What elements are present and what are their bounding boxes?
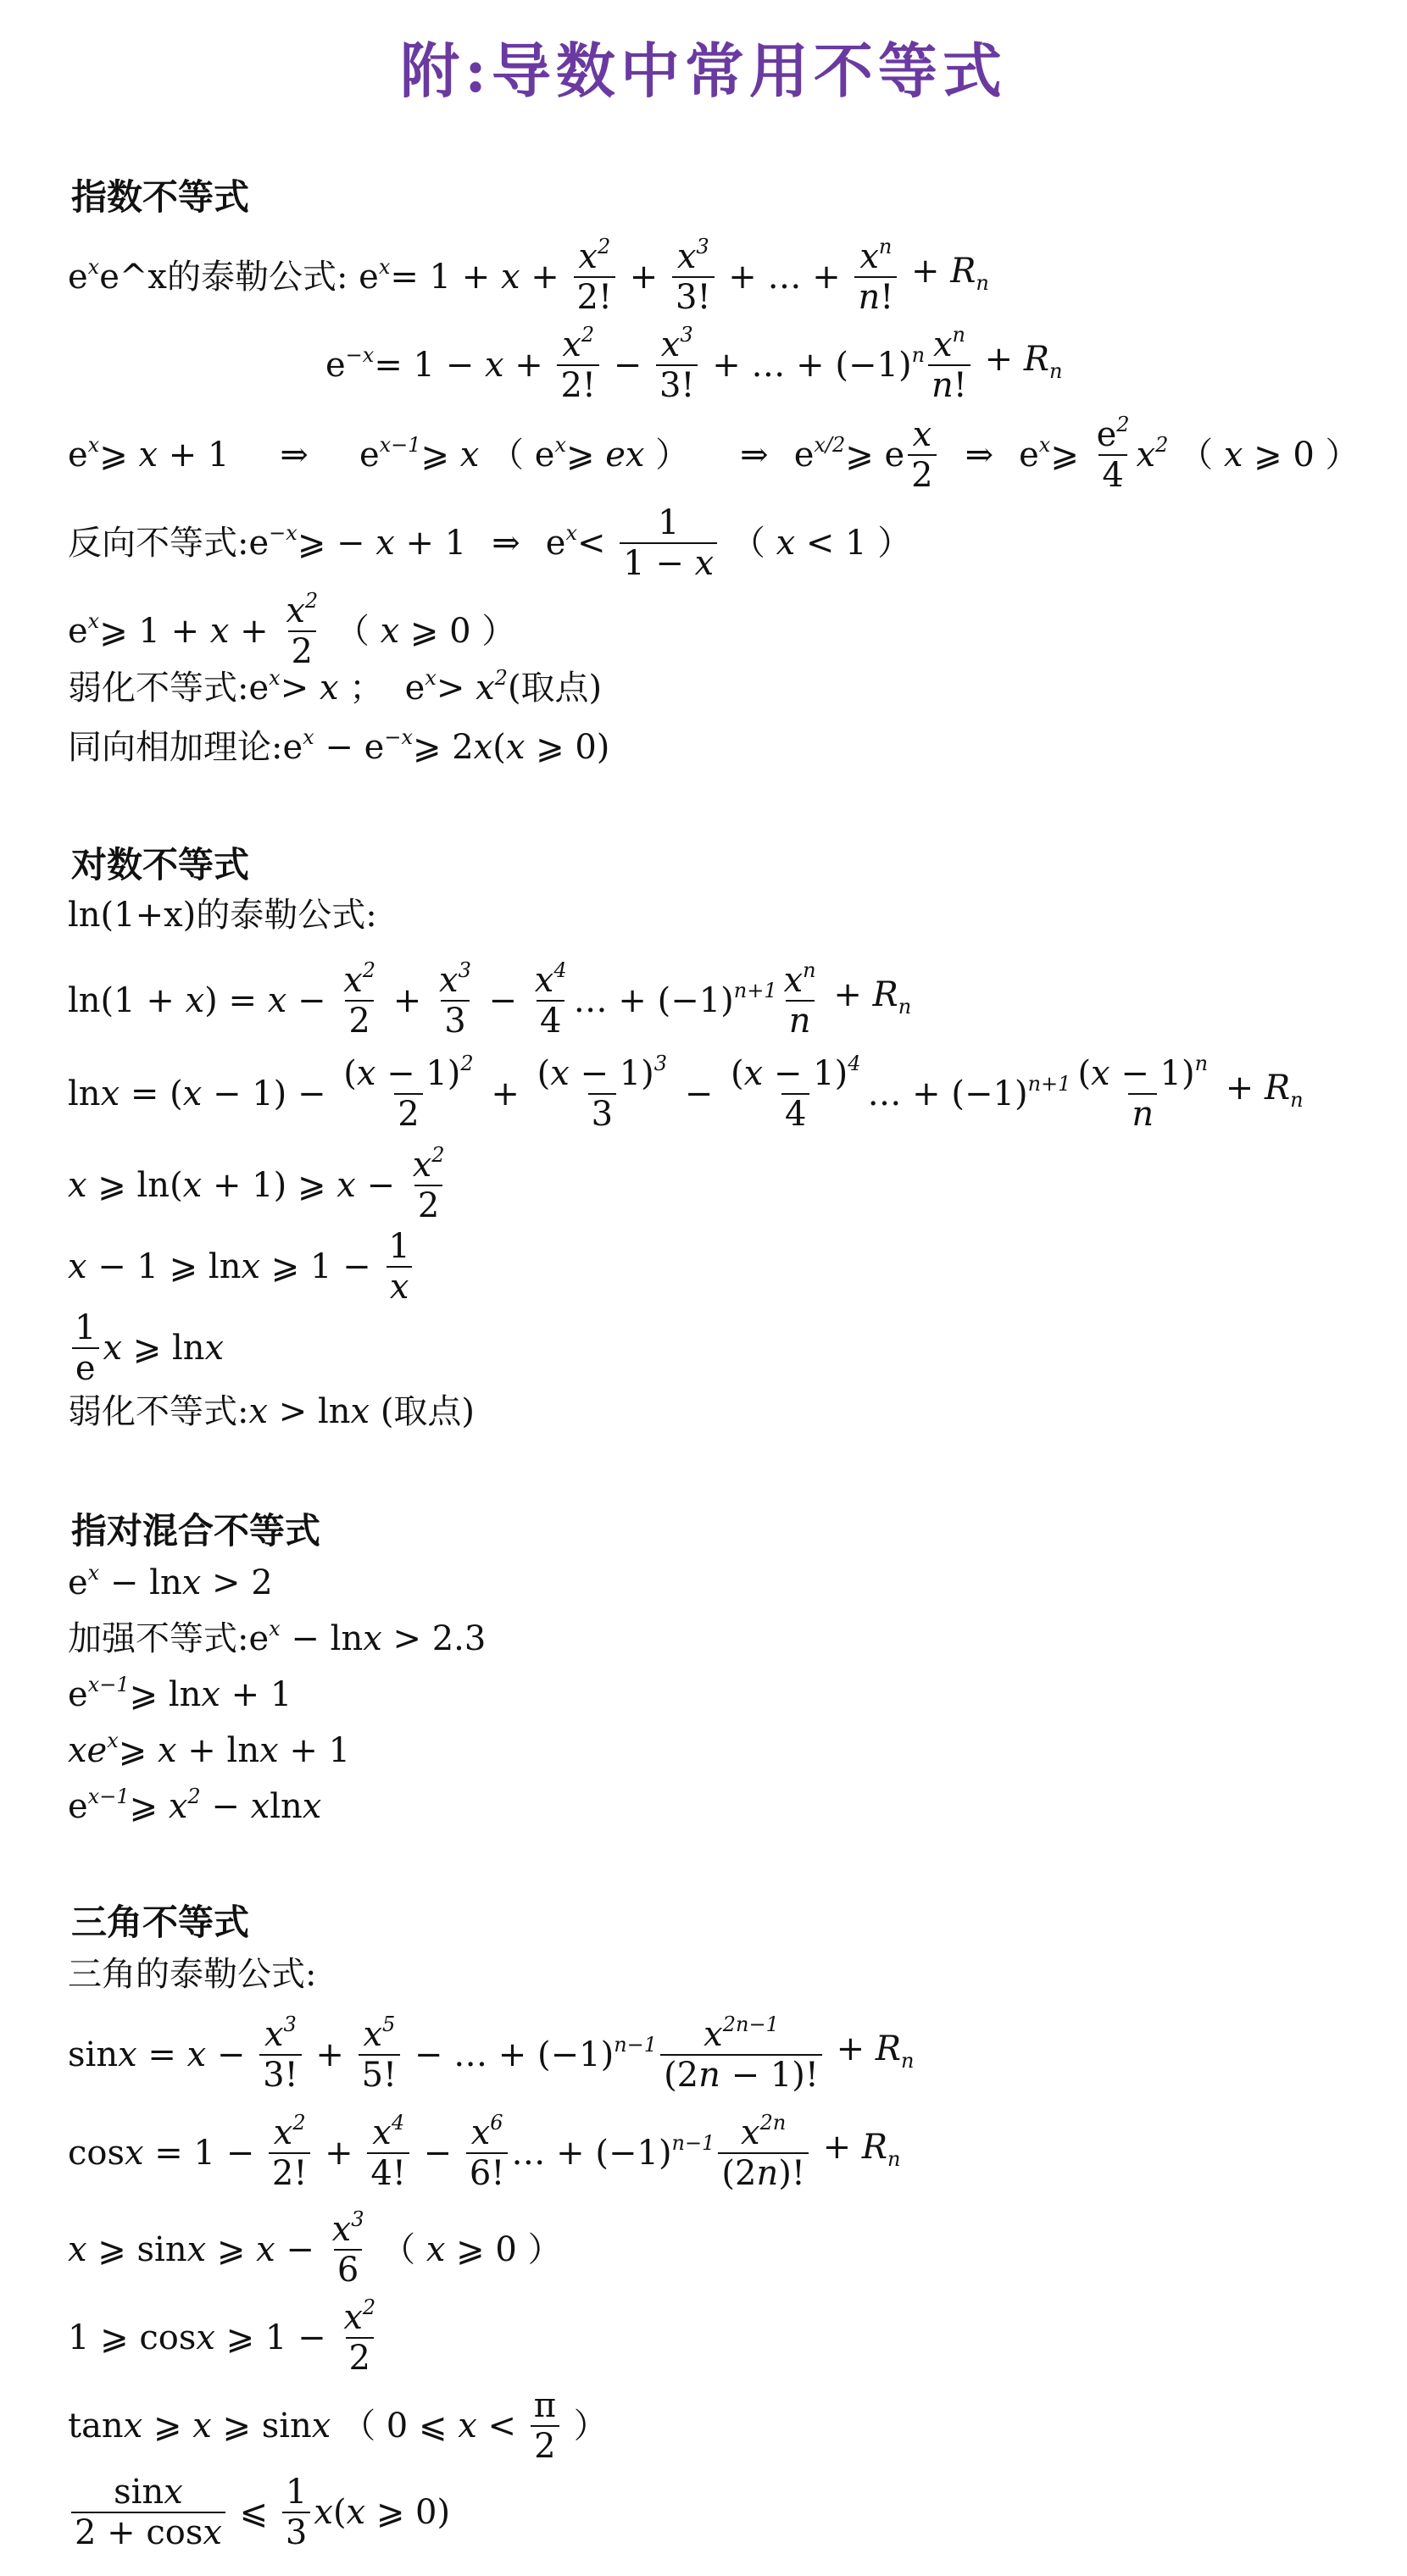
formula-ex-weakened: 弱化不等式: $e^x> x$ ； $e^x> x^2$ (取点)	[68, 663, 602, 713]
label-trig-taylor: 三角的泰勒公式:	[68, 1955, 317, 1994]
section-heading-mixed: 指对混合不等式	[71, 1510, 321, 1552]
section-heading-trig: 三角不等式	[71, 1901, 250, 1943]
formula-ex-1-ge-x2: $e^{x-1}⩾$ $x^2 - xlnx$	[68, 1785, 322, 1826]
formula-log-weakened: 弱化不等式: x > lnx (取点)	[68, 1386, 475, 1437]
label-ln-taylor-line	[68, 890, 377, 941]
label-pick-point-log: (取点)	[380, 1392, 475, 1431]
page-title: 附:导数中常用不等式	[400, 36, 1007, 106]
formula-strengthened: 加强不等式: $e^x - \ln x > 2.3$	[68, 1613, 486, 1664]
formula-sinx-over-2-plus-cosx: $\frac{\sin x}{2 + \cos x}$ ⩽ $\frac{1}{3}$ x(x ⩾ 0)	[68, 2474, 450, 2551]
label-trig-taylor-line	[68, 1949, 316, 2000]
formula-sin-taylor: sinx = x − $\frac{x^3}{3!}$ + $\frac{x^5}{5!}$ − … + $(-1)^{n-1}$ $\frac{x^{2n-1}}{(2n - 1)!}$ + $R_n$	[68, 2012, 915, 2095]
formula-ex-minus-lnx: $e^x - \ln x > 2$	[68, 1561, 273, 1602]
formula-ex-ge-x-plus-1: $e^x⩾$ x + 1 ⇒ $e^{x-1}⩾$ x （ $e^x⩾$ ex ） ⇒ $e^{x/2}⩾$ e $\frac{x}{2}$ ⇒ $e^x⩾$ $\frac{e^2}{4}$ $x^2$ （ x ⩾ 0 ）	[68, 413, 1360, 495]
formula-x-minus-1-ge-lnx: x − 1 ⩾ lnx ⩾ 1 − $\frac{1}{x}$	[68, 1229, 417, 1305]
formula-tanx: tanx ⩾ x ⩾ sinx （ 0 ⩽ x < $\frac{\pi}{2}$ ）	[68, 2386, 608, 2466]
label-same-direction: 同向相加理论:	[68, 728, 283, 767]
formula-reverse-inequality: 反向不等式: $e^{-x}⩾ - x + 1$ ⇒ $e^x<$ $\frac{1}{1 - x}$ （ x < 1 ）	[68, 503, 912, 583]
formula-ex-1-ge-lnx: $e^{x-1}⩾$ lnx + 1	[68, 1673, 292, 1714]
formula-xex: $xe^x⩾$ x + lnx + 1	[68, 1729, 351, 1770]
formula-e-minus-x-taylor: $e^{-x}= 1 - x$ + $\frac{x^2}{2!}$ − $\frac{x^3}{3!}$ + … + $(-1)^n$ $\frac{x^n}{n!}$ + $R_n$	[325, 323, 1063, 405]
formula-ln1px-taylor: ln(1 + x) = x − $\frac{x^2}{2}$ + $\frac{x^3}{3}$ − $\frac{x^4}{4}$ … + $(-1)^{n+1}$ $\frac{x^n}{n}$ + $R_n$	[68, 958, 912, 1041]
formula-x-ge-sinx: x ⩾ sinx ⩾ x − $\frac{x^3}{6}$ （ x ⩾ 0 ）	[68, 2207, 562, 2290]
formula-1-ge-cosx: 1 ⩾ cosx ⩾ 1 − $\frac{x^2}{2}$	[68, 2296, 376, 2378]
formula-x-ge-ln: x ⩾ ln(x + 1) ⩾ x − $\frac{x^2}{2}$	[68, 1143, 445, 1225]
label-ln-taylor: ln(1+x)的泰勒公式:	[68, 896, 377, 935]
section-heading-exponential: 指数不等式	[71, 176, 250, 218]
formula-lnx-taylor: lnx = (x − 1) − $\frac{(x - 1)^2}{2}$ + $\frac{(x - 1)^3}{3}$ − $\frac{(x - 1)^4}{4}$ … + $(-1)^{n+1}$ $\frac{(x - 1)^n}{n}$ + $R_n$	[68, 1052, 1304, 1134]
label-pick-point: (取点)	[507, 669, 603, 708]
formula-same-direction: 同向相加理论: $e^x$ − $e^{-x}⩾$ 2x(x ⩾ 0)	[68, 722, 609, 773]
formula-ex-taylor: $e^x$ e^x的泰勒公式: $e^x= 1 + x$ + $\frac{x^2}{2!}$ + $\frac{x^3}{3!}$ + … + $\frac{x^n}{n!}$ + $R_n$	[68, 235, 989, 317]
label-reverse: 反向不等式:	[68, 524, 249, 563]
formula-x-over-e-ge-lnx: $\frac{1}{e}$ x ⩾ lnx	[68, 1310, 224, 1386]
section-heading-log: 对数不等式	[71, 844, 250, 886]
label-weakened: 弱化不等式:	[68, 669, 249, 708]
label-strengthened: 加强不等式:	[68, 1619, 249, 1658]
label-ex-taylor: e^x的泰勒公式:	[99, 258, 348, 297]
label-weakened-log: 弱化不等式:	[68, 1392, 249, 1431]
formula-cos-taylor: cosx = 1 − $\frac{x^2}{2!}$ + $\frac{x^4}{4!}$ − $\frac{x^6}{6!}$ … + $(-1)^{n-1}$ $\frac{x^{2n}}{(2n)!}$ + $R_n$	[68, 2111, 901, 2193]
formula-ex-ge-quadratic: $e^x⩾$ 1 + x + $\frac{x^2}{2}$ （ x ⩾ 0 ）	[68, 589, 516, 671]
